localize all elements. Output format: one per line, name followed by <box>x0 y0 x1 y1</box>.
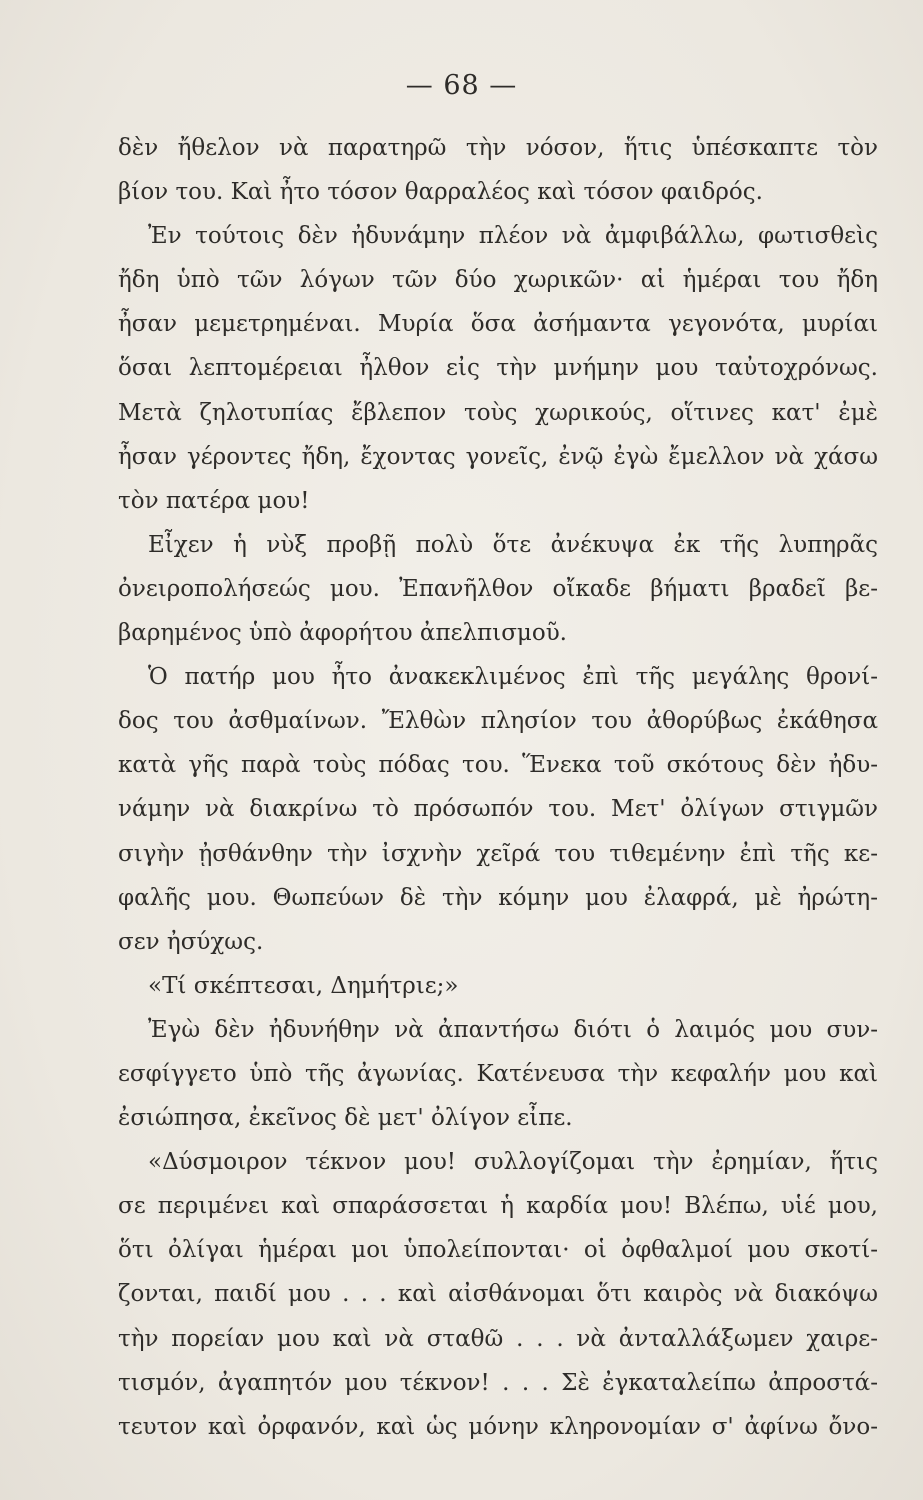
page-number: — 68 — <box>405 70 518 101</box>
text-line: Ὁ πατήρ μου ἦτο ἀνακεκλιμένος ἐπὶ τῆς μεγάλης θρονί- <box>148 664 878 691</box>
text-line: φαλῆς μου. Θωπεύων δὲ τὴν κόμην μου ἐλαφρά, μὲ ἠρώτη- <box>118 884 878 911</box>
text-line: τευτον καὶ ὀρφανόν, καὶ ὡς μόνην κληρονομίαν σ' ἀφίνω ὄνο- <box>118 1413 878 1440</box>
text-line: «Δύσμοιρον τέκνον μου! συλλογίζομαι τὴν ἐρημίαν, ἥτις <box>148 1149 878 1176</box>
text-line: βίον του. Καὶ ἦτο τόσον θαρραλέος καὶ τόσον φαιδρός. <box>118 179 763 206</box>
text-line: ὅσαι λεπτομέρειαι ἦλθον εἰς τὴν μνήμην μου ταὐτοχρόνως. <box>118 355 878 382</box>
text-line: σε περιμένει καὶ σπαράσσεται ἡ καρδία μου! Βλέπω, υἱέ μου, <box>118 1193 878 1220</box>
text-line: τὴν πορείαν μου καὶ νὰ σταθῶ . . . νὰ ἀνταλλάξωμεν χαιρε- <box>118 1325 878 1352</box>
text-line: δὲν ἤθελον νὰ παρατηρῶ τὴν νόσον, ἥτις ὑπέσκαπτε τὸν <box>118 135 878 161</box>
text-line: «Τί σκέπτεσαι, Δημήτριε;» <box>148 972 459 999</box>
text-line: Ἐγὼ δὲν ἠδυνήθην νὰ ἀπαντήσω διότι ὁ λαιμός μου συν- <box>148 1016 878 1043</box>
text-line: Ἐν τούτοις δὲν ἠδυνάμην πλέον νὰ ἀμφιβάλλω, φωτισθεὶς <box>148 223 878 250</box>
text-line: ἦσαν γέροντες ἤδη, ἔχοντας γονεῖς, ἐνῷ ἐγὼ ἔμελλον νὰ χάσω <box>118 443 878 470</box>
text-line: ὀνειροπολήσεώς μου. Ἐπανῆλθον οἴκαδε βήματι βραδεῖ βε- <box>118 575 878 602</box>
text-line: δος του ἀσθμαίνων. Ἔλθὼν πλησίον του ἀθορύβως ἐκάθησα <box>118 708 878 735</box>
text-line: κατὰ γῆς παρὰ τοὺς πόδας του. Ἕνεκα τοῦ σκότους δὲν ἠδυ- <box>118 752 878 779</box>
text-line: βαρημένος ὑπὸ ἀφορήτου ἀπελπισμοῦ. <box>118 620 567 647</box>
text-line: ζονται, παιδί μου . . . καὶ αἰσθάνομαι ὅτι καιρὸς νὰ διακόψω <box>118 1281 878 1308</box>
text-line: ὅτι ὀλίγαι ἡμέραι μοι ὑπολείπονται· οἱ ὀφθαλμοί μου σκοτί- <box>118 1237 878 1264</box>
text-line: Μετὰ ζηλοτυπίας ἔβλεπον τοὺς χωρικούς, οἵτινες κατ' ἐμὲ <box>118 399 878 426</box>
text-line: τὸν πατέρα μου! <box>118 487 310 514</box>
text-line: ἤδη ὑπὸ τῶν λόγων τῶν δύο χωρικῶν· αἱ ἡμέραι του ἤδη <box>118 267 878 294</box>
text-line: σιγὴν ᾐσθάνθην τὴν ἰσχνὴν χεῖρά του τιθεμένην ἐπὶ τῆς κε- <box>118 840 878 867</box>
text-line: σεν ἠσύχως. <box>118 928 264 955</box>
text-line: ἐσιώπησα, ἐκεῖνος δὲ μετ' ὀλίγον εἶπε. <box>118 1105 573 1132</box>
text-line: εσφίγγετο ὑπὸ τῆς ἀγωνίας. Κατένευσα τὴν κεφαλήν μου καὶ <box>118 1060 878 1087</box>
text-line: ἦσαν μεμετρημέναι. Μυρία ὅσα ἀσήμαντα γεγονότα, μυρίαι <box>118 311 878 338</box>
text-line: Εἶχεν ἡ νὺξ προβῇ πολὺ ὅτε ἀνέκυψα ἐκ τῆς λυπηρᾶς <box>148 531 878 558</box>
text-body <box>118 126 878 1449</box>
text-line: νάμην νὰ διακρίνω τὸ πρόσωπόν του. Μετ' ὀλίγων στιγμῶν <box>118 796 878 823</box>
text-line: τισμόν, ἀγαπητόν μου τέκνον! . . . Σὲ ἐγκαταλείπω ἀπροστά- <box>118 1369 878 1396</box>
